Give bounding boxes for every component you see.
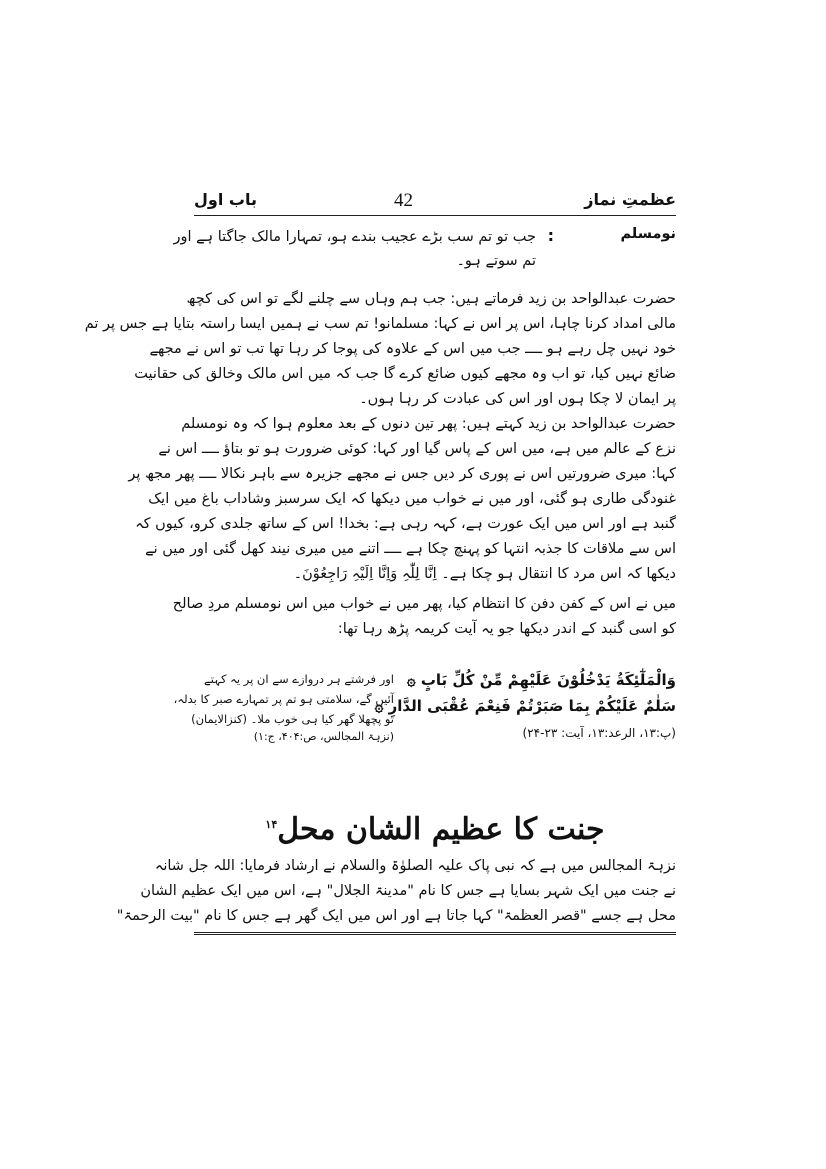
paragraph-line: دیکھا کہ اس مرد کا انتقال ہو چکا ہے۔ اِنَّا لِلّٰہِ وَاِنَّا اِلَیْہِ رَاجِعُوْنَ۔: [293, 566, 676, 582]
translation-line: آئیں گے، سلامتی ہو تم پر تمہارے صبر کا بدلہ،: [173, 692, 394, 706]
paragraph-line: غنودگی طاری ہو گئی، اور میں نے خواب میں دیکھا کہ ایک سرسبز وشاداب باغ میں ایک: [148, 491, 676, 507]
speaker-name: نومسلم: [620, 226, 676, 242]
quran-verse-line: وَالْمَلٰٓئِكَةُ يَدْخُلُوْنَ عَلَيْهِمْ مِّنْ كُلِّ بَابٍ ۞: [406, 671, 676, 689]
page-number: 42: [394, 190, 413, 211]
paragraph-line: ضائع نہیں کیا، تو اب وہ مجھے کیوں ضائع کرے گا جب کہ میں اس مالک وخالق کی حقانیت: [134, 366, 676, 382]
book-title: عظمتِ نماز: [584, 190, 676, 209]
verse-reference: (پ:۱۳، الرعد:۱۳، آیت: ۲۳-۲۴): [522, 726, 676, 740]
dialogue-line: تم سوتے ہو۔: [456, 253, 536, 269]
chapter-label: باب اول: [194, 190, 257, 209]
paragraph-line: مالی امداد کرنا چاہا، اس پر اس نے کہا: مسلمانو! تم سب نے ہمیں ایسا راستہ بتایا ہے جس پر تم: [84, 316, 676, 332]
running-header: [194, 190, 676, 214]
paragraph-line: نزع کے عالم میں ہے، میں اس کے پاس گیا اور کہا: کوئی ضرورت ہو تو بتاؤ ــــ اس نے: [158, 441, 676, 457]
paragraph-line: خود نہیں چل رہے ہو ــــ جب میں اس کے علاوہ کی پوجا کر رہا تھا تب تو اس نے مجھے: [149, 341, 676, 357]
paragraph-line: پر ایمان لا چکا ہوں اور اس کی عبادت کر رہا ہوں۔: [359, 391, 676, 407]
source-citation: (نزہۃ المجالس، ص:۴۰۴، ج:۱): [253, 730, 394, 743]
speaker-colon: :: [547, 226, 554, 245]
header-rule: [194, 215, 676, 216]
paragraph-line: میں نے اس کے کفن دفن کا انتظام کیا، پھر میں نے خواب میں اس نومسلم مردِ صالح: [172, 596, 676, 612]
paragraph-line: گنبد ہے اور اس میں ایک عورت ہے، کہہ رہی ہے: بخدا! اس کے ساتھ جلدی کرو، کیوں کہ: [135, 516, 676, 532]
dialogue-line: جب تو تم سب بڑے عجیب بندے ہو، تمہارا مالک جاگتا ہے اور: [173, 229, 536, 245]
paragraph-line: کو اسی گنبد کے اندر دیکھا جو یہ آیت کریمہ پڑھ رہا تھا:: [337, 621, 676, 637]
translation-line: تو پچھلا گھر کیا ہی خوب ملا۔ (کنزالایمان): [191, 712, 394, 726]
section-heading: [194, 812, 676, 847]
quran-verse-line: سَلٰمٌ عَلَيْكُمْ بِمَا صَبَرْتُمْ فَنِعْمَ عُقْبَى الدَّارِ ۞: [374, 697, 676, 715]
section-line: نزہۃ المجالس میں ہے کہ نبی پاک علیہ الصلوٰۃ والسلام نے ارشاد فرمایا: اللہ جل شانہ: [154, 858, 676, 874]
footer-rule: [194, 932, 676, 935]
section-heading-text: جنت کا عظیم الشان محل: [277, 812, 605, 847]
section-line: نے جنت میں ایک شہر بسایا ہے جس کا نام "مدینۃ الجلال" ہے، اس میں ایک عظیم الشان: [140, 883, 676, 899]
paragraph-line: حضرت عبدالواحد بن زید فرماتے ہیں: جب ہم وہاں سے چلنے لگے تو اس کی کچھ: [186, 291, 676, 307]
paragraph-line: کہا: میری ضرورتیں اس نے پوری کر دیں جس نے مجھے جزیرہ سے باہر نکالا ــــ پھر مجھ پر: [128, 466, 676, 482]
paragraph-line: اس سے ملاقات کا جذبہ انتہا کو پہنچ چکا ہے ــــ اتنے میں میری نیند کھل گئی اور میں نے: [145, 541, 676, 557]
paragraph-line: حضرت عبدالواحد بن زید کہتے ہیں: پھر تین دنوں کے بعد معلوم ہوا کہ وہ نومسلم: [181, 416, 676, 432]
translation-line: اور فرشتے ہر دروازے سے ان پر یہ کہتے: [204, 672, 394, 686]
section-line: محل ہے جسے "قصر العظمۃ" کہا جاتا ہے اور اس میں ایک گھر ہے جس کا نام "بیت الرحمۃ": [116, 908, 676, 924]
verse-block: [173, 668, 676, 778]
dialogue-block: [173, 226, 676, 274]
heading-number: ۱۴: [265, 818, 278, 831]
